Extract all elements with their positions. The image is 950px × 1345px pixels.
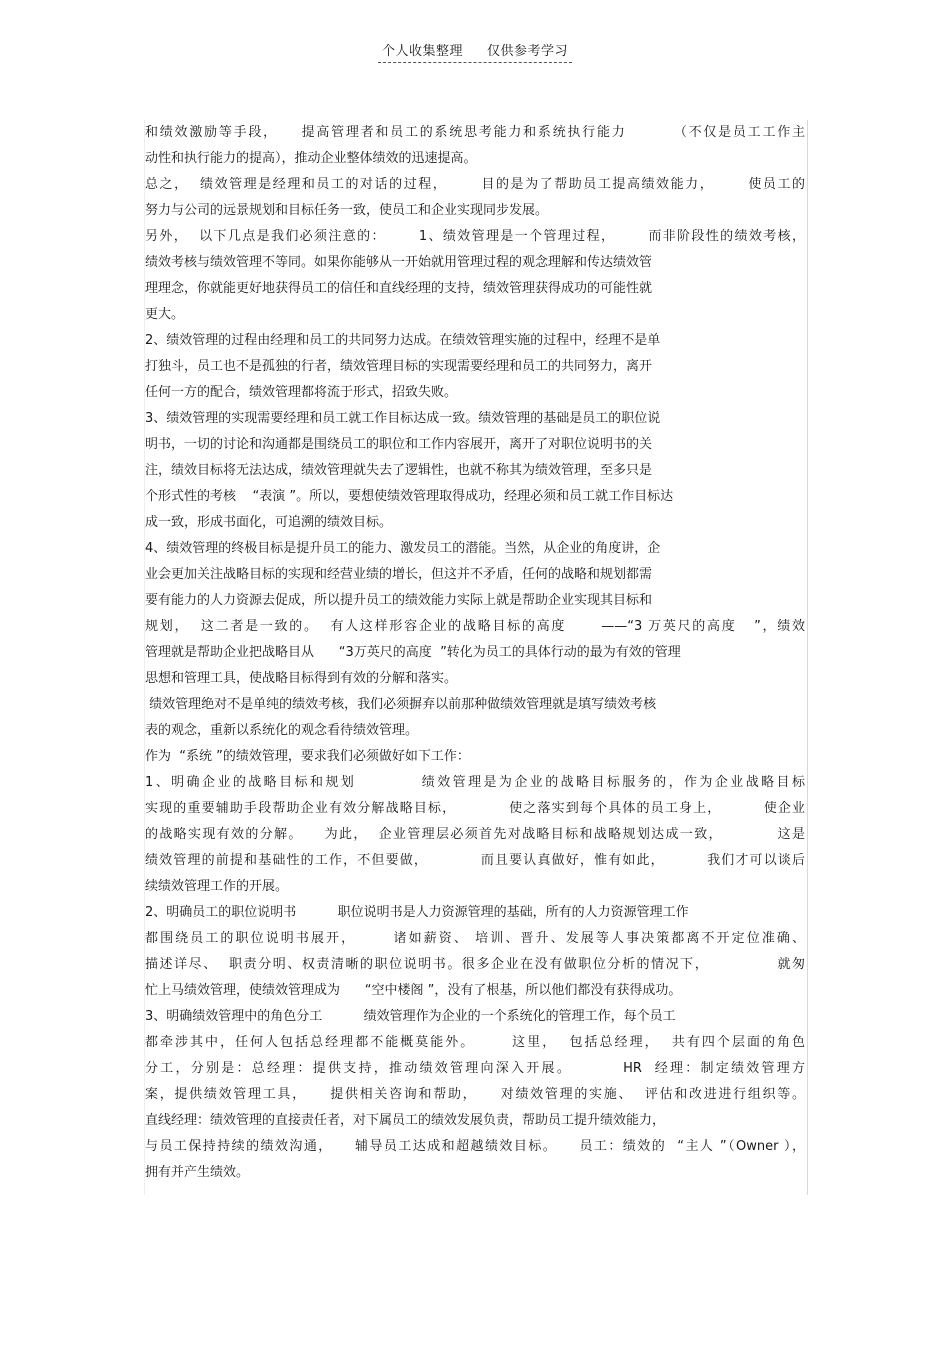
- text-line: 更大。: [145, 307, 185, 322]
- text-line: 都围绕员工的职位说明书展开， 诸如薪资、 培训、晋升、发展等人事决策都离不开定位准确、: [145, 931, 805, 946]
- text-line: 2、绩效管理的过程由经理和员工的共同努力达成。在绩效管理实施的过程中，经理不是单: [145, 333, 661, 348]
- text-line: 任何一方的配合，绩效管理都将流于形式，招致失败。: [145, 385, 458, 400]
- text-line: 打独斗，员工也不是孤独的行者，绩效管理目标的实现需要经理和员工的共同努力，离开: [145, 359, 653, 374]
- text-line: 明书，一切的讨论和沟通都是围绕员工的职位和工作内容展开，离开了对职位说明书的关: [145, 437, 653, 452]
- text-line: 成一致，形成书面化，可追溯的绩效目标。: [145, 515, 393, 530]
- text-line: 实现的重要辅助手段帮助企业有效分解战略目标， 使之落实到每个具体的员工身上， 使企业: [145, 801, 805, 816]
- header-left-text: 个人收集整理: [381, 44, 463, 59]
- text-line: 动性和执行能力的提高），推动企业整体绩效的迅速提高。: [145, 151, 477, 166]
- text-line: 努力与公司的远景规划和目标任务一致，使员工和企业实现同步发展。: [145, 203, 549, 218]
- text-line: 案，提供绩效管理工具， 提供相关咨询和帮助， 对绩效管理的实施、 评估和改进进行组织等。: [145, 1087, 805, 1102]
- text-line: 忙上马绩效管理，使绩效管理成为 “空中楼阁 ”，没有了根基，所以他们都没有获得成功。: [145, 983, 682, 998]
- text-line: 理理念，你就能更好地获得员工的信任和直线经理的支持，绩效管理获得成功的可能性就: [145, 281, 653, 296]
- text-line: 都牵涉其中，任何人包括总经理都不能概莫能外。 这里， 包括总经理， 共有四个层面的角色: [145, 1035, 805, 1050]
- text-line: 绩效考核与绩效管理不等同。如果你能够从一开始就用管理过程的观念理解和传达绩效管: [145, 255, 653, 270]
- text-line: 4、绩效管理的终极目标是提升员工的能力、激发员工的潜能。当然，从企业的角度讲，企: [145, 541, 661, 556]
- text-line: 注，绩效目标将无法达成，绩效管理就失去了逻辑性，也就不称其为绩效管理，至多只是: [145, 463, 653, 478]
- page-header: [0, 40, 950, 63]
- text-line: 和绩效激励等手段， 提高管理者和员工的系统思考能力和系统执行能力 （不仅是员工工作主: [145, 125, 805, 140]
- text-line: 另外， 以下几点是我们必须注意的： 1、绩效管理是一个管理过程， 而非阶段性的绩效考核，: [145, 229, 805, 244]
- text-line: 直线经理：绩效管理的直接责任者，对下属员工的绩效发展负责，帮助员工提升绩效能力，: [145, 1113, 666, 1128]
- header-right-text: 仅供参考学习: [487, 44, 569, 59]
- text-line: 要有能力的人力资源去促成，所以提升员工的绩效能力实际上就是帮助企业实现其目标和: [145, 593, 653, 608]
- document-body: [144, 120, 808, 1195]
- text-line: 的战略实现有效的分解。 为此， 企业管理层必须首先对战略目标和战略规划达成一致， 这是: [145, 827, 805, 842]
- text-line: 描述详尽、 职责分明、权责清晰的职位说明书。很多企业在没有做职位分析的情况下， 就匆: [145, 957, 805, 972]
- text-line: 绩效管理的前提和基础性的工作，不但要做， 而且要认真做好，惟有如此， 我们才可以谈后: [145, 853, 805, 868]
- text-line: 2、明确员工的职位说明书 职位说明书是人力资源管理的基础，所有的人力资源管理工作: [145, 905, 689, 920]
- text-line: 3、明确绩效管理中的角色分工 绩效管理作为企业的一个系统化的管理工作，每个员工: [145, 1009, 676, 1024]
- text-line: 总之， 绩效管理是经理和员工的对话的过程， 目的是为了帮助员工提高绩效能力， 使员工的: [145, 177, 805, 192]
- text-line: 与员工保持持续的绩效沟通， 辅导员工达成和超越绩效目标。 员工：绩效的 “主人 ”（Owner ），: [145, 1139, 805, 1154]
- text-line: 思想和管理工具，使战略目标得到有效的分解和落实。: [145, 671, 458, 686]
- text-line: 管理就是帮助企业把战略目从 “3万英尺的高度 ”转化为员工的具体行动的最为有效的管理: [145, 645, 681, 660]
- text-line: 个形式性的考核 “表演 ”。所以，要想使绩效管理取得成功，经理必须和员工就工作目标达: [145, 489, 674, 504]
- text-line: 3、绩效管理的实现需要经理和员工就工作目标达成一致。绩效管理的基础是员工的职位说: [145, 411, 661, 426]
- text-line: 业会更加关注战略目标的实现和经营业绩的增长，但这并不矛盾，任何的战略和规划都需: [145, 567, 653, 582]
- header-underline: [378, 40, 572, 63]
- text-line: 表的观念，重新以系统化的观念看待绩效管理。: [145, 723, 419, 738]
- text-line: 分工，分别是：总经理：提供支持，推动绩效管理向深入开展。 HR 经理：制定绩效管理方: [145, 1061, 805, 1076]
- text-line: 规划， 这二者是一致的。 有人这样形容企业的战略目标的高度 ——“3 万英尺的高度 ”，绩效: [145, 619, 805, 634]
- text-line: 绩效管理绝对不是单纯的绩效考核，我们必须摒弃以前那种做绩效管理就是填写绩效考核: [145, 697, 657, 712]
- text-line: 续绩效管理工作的开展。: [145, 879, 289, 894]
- text-line: 作为 “系统 ”的绩效管理，要求我们必须做好如下工作：: [145, 749, 470, 764]
- text-line: 拥有并产生绩效。: [145, 1165, 250, 1180]
- text-line: 1、明确企业的战略目标和规划 绩效管理是为企业的战略目标服务的，作为企业战略目标: [145, 775, 805, 790]
